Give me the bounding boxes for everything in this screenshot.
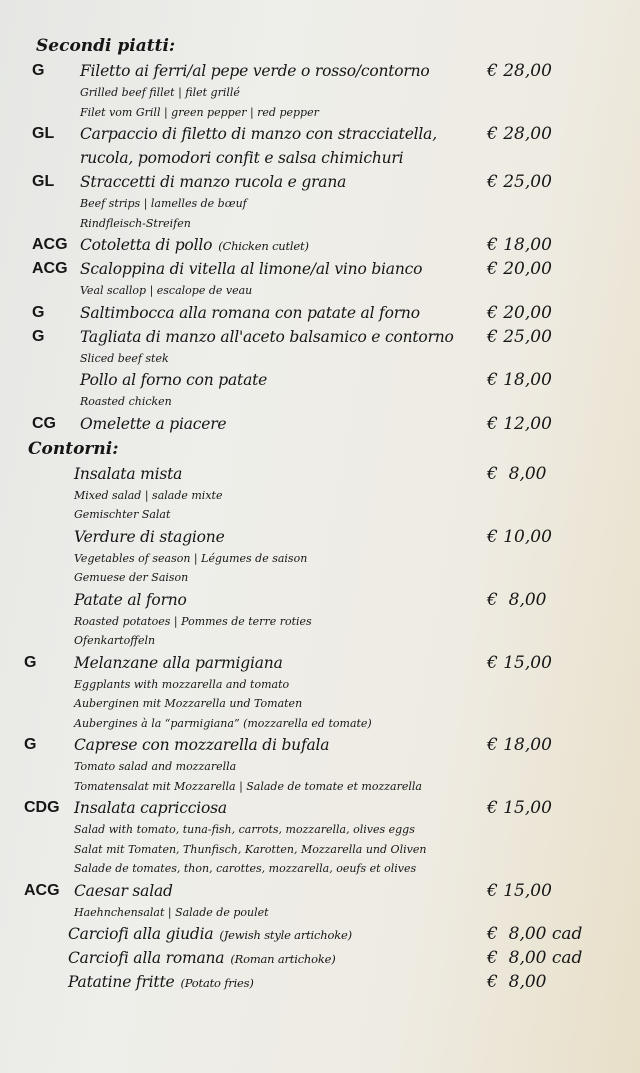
- allergen-code: CDG: [24, 799, 60, 816]
- dish-name: Filetto ai ferri/al pepe verde o rosso/contorno: [80, 62, 430, 80]
- dish-translation: Tomato salad and mozzarella: [74, 760, 237, 773]
- dish-name: Insalata capricciosa: [74, 799, 227, 817]
- allergen-code: ACG: [32, 236, 68, 253]
- menu-item: [0, 368, 640, 412]
- dish-price: € 8,00 cad: [487, 948, 583, 968]
- dish-name-line: [80, 233, 640, 257]
- dish-translation: Vegetables of season | Légumes de saison: [74, 551, 308, 565]
- dish-name-line: [74, 651, 640, 675]
- dish-price: € 8,00: [487, 972, 547, 992]
- menu-item: [0, 233, 640, 257]
- dish-name-line: [80, 412, 640, 436]
- dish-name: Cotoletta di pollo: [80, 236, 213, 254]
- dish-name: Melanzane alla parmigiana: [74, 653, 283, 672]
- dish-price: € 28,00: [487, 61, 552, 81]
- allergen-code: GL: [32, 173, 55, 190]
- dish-note: (Potato fries): [180, 976, 254, 990]
- dish-translation: Mixed salad | salade mixte: [74, 488, 223, 502]
- dish-translation: Rindfleisch-Streifen: [80, 216, 191, 230]
- dish-name-line: [80, 325, 640, 349]
- dish-name: Patatine fritte: [68, 973, 175, 991]
- dish-price: € 18,00: [487, 370, 552, 390]
- dish-name: Patate al forno: [74, 590, 187, 609]
- menu-item: [0, 733, 640, 796]
- dish-translation: Gemuese der Saison: [74, 571, 189, 584]
- dish-translation: Aubergines à la “parmigiana” (mozzarella ed tomate): [74, 716, 372, 730]
- dish-translation: Sliced beef stek: [80, 351, 169, 365]
- dish-name-line: [80, 257, 640, 281]
- dish-name-line: [80, 301, 640, 325]
- allergen-code: CG: [32, 414, 56, 432]
- dish-name: Insalata mista: [74, 464, 183, 483]
- dish-name: Omelette a piacere: [80, 414, 227, 433]
- allergen-code: G: [32, 303, 45, 321]
- menu-item: [0, 970, 640, 994]
- dish-name: Carciofi alla romana: [68, 949, 225, 967]
- dish-price: € 15,00: [487, 880, 552, 901]
- dish-translation: Tomatensalat mit Mozzarella | Salade de tomate et mozzarella: [74, 779, 422, 793]
- dish-name: Carpaccio di filetto di manzo con stracciatella,: [80, 125, 437, 143]
- section-title: Contorni:: [28, 438, 119, 459]
- menu-item: [0, 588, 640, 651]
- dish-price: € 10,00: [487, 526, 552, 547]
- dish-name-line: [74, 796, 640, 820]
- menu-item: [0, 922, 640, 946]
- dish-name-line: [68, 970, 640, 994]
- dish-name: Caesar salad: [74, 881, 173, 900]
- menu-item: [0, 462, 640, 525]
- section-title: Secondi piatti:: [36, 36, 176, 56]
- dish-translation: Grilled beef fillet | filet grillé: [80, 86, 240, 99]
- dish-name-line: [80, 368, 640, 392]
- menu-item: [0, 59, 640, 122]
- dish-translation: Eggplants with mozzarella and tomato: [74, 677, 290, 691]
- dish-price: € 18,00: [487, 235, 552, 255]
- menu-item: [0, 946, 640, 970]
- dish-name: Carciofi alla giudia: [68, 925, 214, 943]
- allergen-code: G: [32, 62, 45, 79]
- dish-price: € 28,00: [487, 124, 552, 144]
- dish-price: € 25,00: [487, 172, 552, 192]
- dish-price: € 25,00: [487, 326, 552, 347]
- dish-translation: Ofenkartoffeln: [74, 634, 156, 647]
- dish-name-line: [74, 525, 640, 549]
- dish-note: (Jewish style artichoke): [219, 928, 352, 942]
- dish-name: Scaloppina di vitella al limone/al vino bianco: [80, 260, 423, 278]
- dish-price: € 12,00: [487, 413, 552, 434]
- allergen-code: ACG: [32, 260, 68, 277]
- dish-translation: Roasted potatoes | Pommes de terre roties: [74, 614, 312, 628]
- dish-translation: Veal scallop | escalope de veau: [80, 284, 253, 297]
- dish-translation: Auberginen mit Mozzarella und Tomaten: [74, 697, 303, 710]
- dish-name-line: [80, 146, 640, 170]
- dish-name: rucola, pomodori confit e salsa chimichuri: [80, 149, 404, 167]
- dish-note: (Roman artichoke): [230, 952, 336, 966]
- menu-item: [0, 525, 640, 588]
- allergen-code: G: [24, 736, 37, 753]
- menu-item: [0, 122, 640, 170]
- menu-item: [0, 879, 640, 923]
- dish-name: Caprese con mozzarella di bufala: [74, 736, 330, 754]
- allergen-code: GL: [32, 125, 55, 142]
- dish-price: € 18,00: [487, 735, 552, 755]
- dish-name-line: [80, 122, 640, 146]
- menu-item: [0, 412, 640, 436]
- dish-translation: Salade de tomates, thon, carottes, mozzarella, oeufs et olives: [74, 862, 417, 875]
- allergen-code: G: [24, 653, 37, 671]
- dish-translation: Beef strips | lamelles de bœuf: [80, 197, 247, 210]
- allergen-code: ACG: [24, 881, 60, 899]
- dish-note: (Chicken cutlet): [218, 239, 309, 253]
- menu-item: [0, 170, 640, 233]
- dish-price: € 20,00: [487, 302, 552, 323]
- dish-price: € 8,00 cad: [487, 924, 583, 944]
- dish-price: € 15,00: [487, 652, 552, 673]
- menu-page: [0, 33, 640, 994]
- menu-item: [0, 301, 640, 325]
- dish-name-line: [74, 879, 640, 903]
- dish-translation: Salat mit Tomaten, Thunfisch, Karotten, Mozzarella und Oliven: [74, 842, 427, 856]
- dish-name-line: [74, 462, 640, 486]
- dish-name: Straccetti di manzo rucola e grana: [80, 173, 347, 191]
- menu-item: [0, 796, 640, 879]
- dish-price: € 15,00: [487, 798, 552, 818]
- dish-name: Saltimbocca alla romana con patate al forno: [80, 303, 420, 322]
- dish-translation: Salad with tomato, tuna-fish, carrots, mozzarella, olives eggs: [74, 823, 415, 836]
- allergen-code: G: [32, 327, 45, 345]
- menu-item: [0, 651, 640, 734]
- dish-name-line: [74, 733, 640, 757]
- dish-name-line: [74, 588, 640, 612]
- dish-translation: Gemischter Salat: [74, 508, 171, 521]
- dish-translation: Filet vom Grill | green pepper | red pepper: [80, 105, 319, 119]
- dish-price: € 20,00: [487, 259, 552, 279]
- dish-price: € 8,00: [487, 589, 547, 610]
- dish-name-line: [80, 59, 640, 83]
- dish-price: € 8,00: [487, 463, 547, 484]
- dish-name: Verdure di stagione: [74, 527, 225, 546]
- menu-item: [0, 325, 640, 369]
- dish-name-line: [80, 170, 640, 194]
- menu-section-secondi-piatti: [0, 33, 640, 436]
- menu-item: [0, 257, 640, 301]
- dish-name: Tagliata di manzo all'aceto balsamico e contorno: [80, 327, 454, 346]
- dish-name: Pollo al forno con patate: [80, 371, 268, 389]
- dish-translation: Haehnchensalat | Salade de poulet: [74, 905, 269, 919]
- menu-section-contorni: [0, 436, 640, 995]
- dish-translation: Roasted chicken: [80, 395, 172, 408]
